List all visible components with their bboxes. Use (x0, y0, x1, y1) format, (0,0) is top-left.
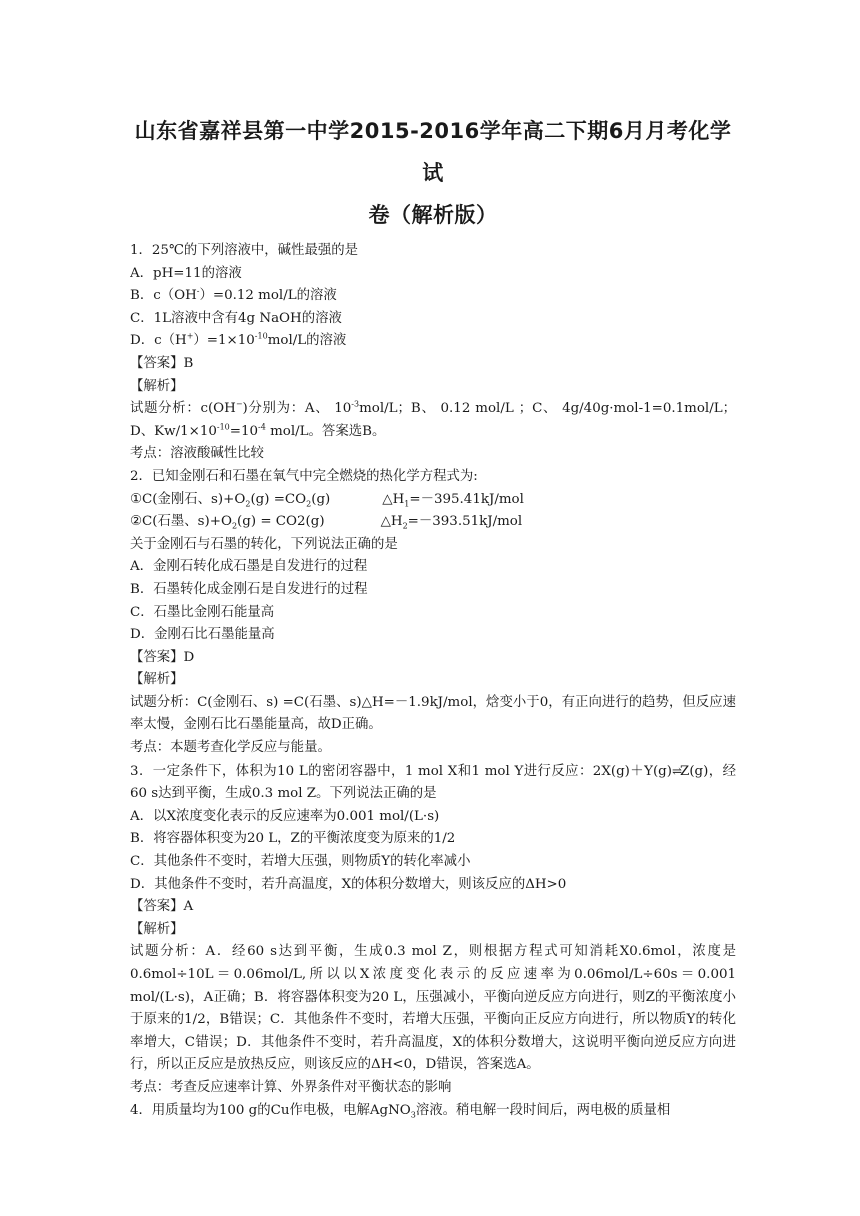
q2-analysis-label: 【解析】 (130, 672, 184, 688)
q2-equation-2: ②C(石墨、$s)+O_2(g) = CO2(g)$ $\triangle H_2=-393.51kJ$/mol (130, 514, 523, 531)
q3-analysis-label: 【解析】 (130, 921, 184, 937)
q3-answer: 【答案】A (130, 899, 194, 915)
document-title (130, 110, 736, 236)
q2-option-b: B．石墨转化成金刚石是自发进行的过程 (130, 581, 368, 597)
q2-point: 考点：本题考查化学反应与能量。 (130, 740, 331, 756)
question-4 (130, 1100, 736, 1123)
q1-answer: 【答案】B (130, 355, 194, 371)
q3-option-a: A．以X浓度变化表示的反应速率为0.001 mol/(L·s) (130, 808, 440, 824)
q2-prompt: 关于金刚石与石墨的转化，下列说法正确的是 (130, 536, 398, 552)
q1-analysis-label: 【解析】 (130, 378, 184, 394)
q3-option-c: C．其他条件不变时，若增大压强，则物质Y的转化率减小 (130, 854, 471, 870)
q3-point: 考点：考查反应速率计算、外界条件对平衡状态的影响 (130, 1079, 452, 1095)
equilibrium-arrow-icon: ⇌ (671, 763, 681, 778)
q4-stem: 4．用质量均为100 g的Cu作电极，电解AgNO$_3$溶液。稍电解一段时间后，两电极的质量相 (130, 1102, 671, 1120)
q2-option-d: D．金刚石比石墨能量高 (130, 627, 275, 643)
question-1 (130, 240, 736, 466)
title-line-2: 卷（解析版） (368, 203, 498, 227)
q2-option-a: A．金刚石转化成石墨是自发进行的过程 (130, 559, 368, 575)
q1-option-b: B．c（OH-）=0.12 mol/L的溶液 (130, 286, 337, 304)
q2-option-c: C．石墨比金刚石能量高 (130, 604, 275, 620)
q1-stem: 1．25℃的下列溶液中，碱性最强的是 (130, 243, 359, 258)
question-3 (130, 760, 736, 1100)
q2-analysis: 试题分析：C(金刚石、s) =C(石墨、s)△H=－1.9kJ/mol，焓变小于0，有正向进行的趋势，但反应速率太慢，金刚石比石墨能量高，故D正确。 (130, 694, 736, 733)
q2-equation-1: ①C(金刚石、$s)+O_2(g) =CO_2(g)$ $\triangle H_1=-395.41kJ$/mol (130, 491, 524, 509)
q3-option-d: D．其他条件不变时，若升高温度，X的体积分数增大，则该反应的ΔH>0 (130, 876, 567, 892)
q1-option-c: C．1L溶液中含有4g NaOH的溶液 (130, 310, 342, 326)
q3-analysis: 试题分析：A．经60 s达到平衡，生成0.3 mol Z，则根据方程式可知消耗X0.6mol，浓度是0.6mol÷10L＝0.06mol/L,所以以X浓度变化表示的反应速率为0.06mol/L÷60s＝0.001 mol/(L·s)，A正确；B．将容器体积变为20 L，压强减小，平衡向逆反应方向进行，则Z的平衡浓度小于原来的1/2，B错误；C．其他条件不变时，若增大压强，平衡向正反应方向进行，所以物质Y的转化率增大，C错误；D．其他条件不变时，若升高温度，X的体积分数增大，这说明平衡向逆反应方向进行，所以正反应是放热反应，则该反应的ΔH<0，D错误，答案选A。 (130, 944, 736, 1073)
q3-option-b: B．将容器体积变为20 L，Z的平衡浓度变为原来的1/2 (130, 831, 456, 847)
title-line-1: 山东省嘉祥县第一中学2015-2016学年高二下期6月月考化学试 (134, 119, 732, 185)
question-2 (130, 466, 736, 760)
q1-option-a: A．pH=11的溶液 (130, 265, 242, 281)
q1-analysis: 试题分析：c(OH−)分别为：A、 $10^{-3}mol/L$；B、 0.12 mol/L ；C、 4g/40g·mol-1=0.1mol/L；D、$Kw/1\times 10^{-10}=10^{-4}$ mol/L。答案选B。 (130, 399, 736, 439)
q2-answer: 【答案】D (130, 649, 195, 665)
q1-point: 考点：溶液酸碱性比较 (130, 446, 264, 462)
q1-option-d: D．$c(H^+)=1\times 10^{-10}mol/L$的溶液 (130, 331, 347, 349)
q3-stem: 3．一定条件下，体积为10 L的密闭容器中，1 mol X和1 mol Y进行反应：2X(g)＋Y(g)⇌Z(g)，经60 s达到平衡，生成0.3 mol Z。下列说法正确的是 (130, 763, 736, 802)
q2-stem: 2．已知金刚石和石墨在氧气中完全燃烧的热化学方程式为: (130, 468, 478, 484)
